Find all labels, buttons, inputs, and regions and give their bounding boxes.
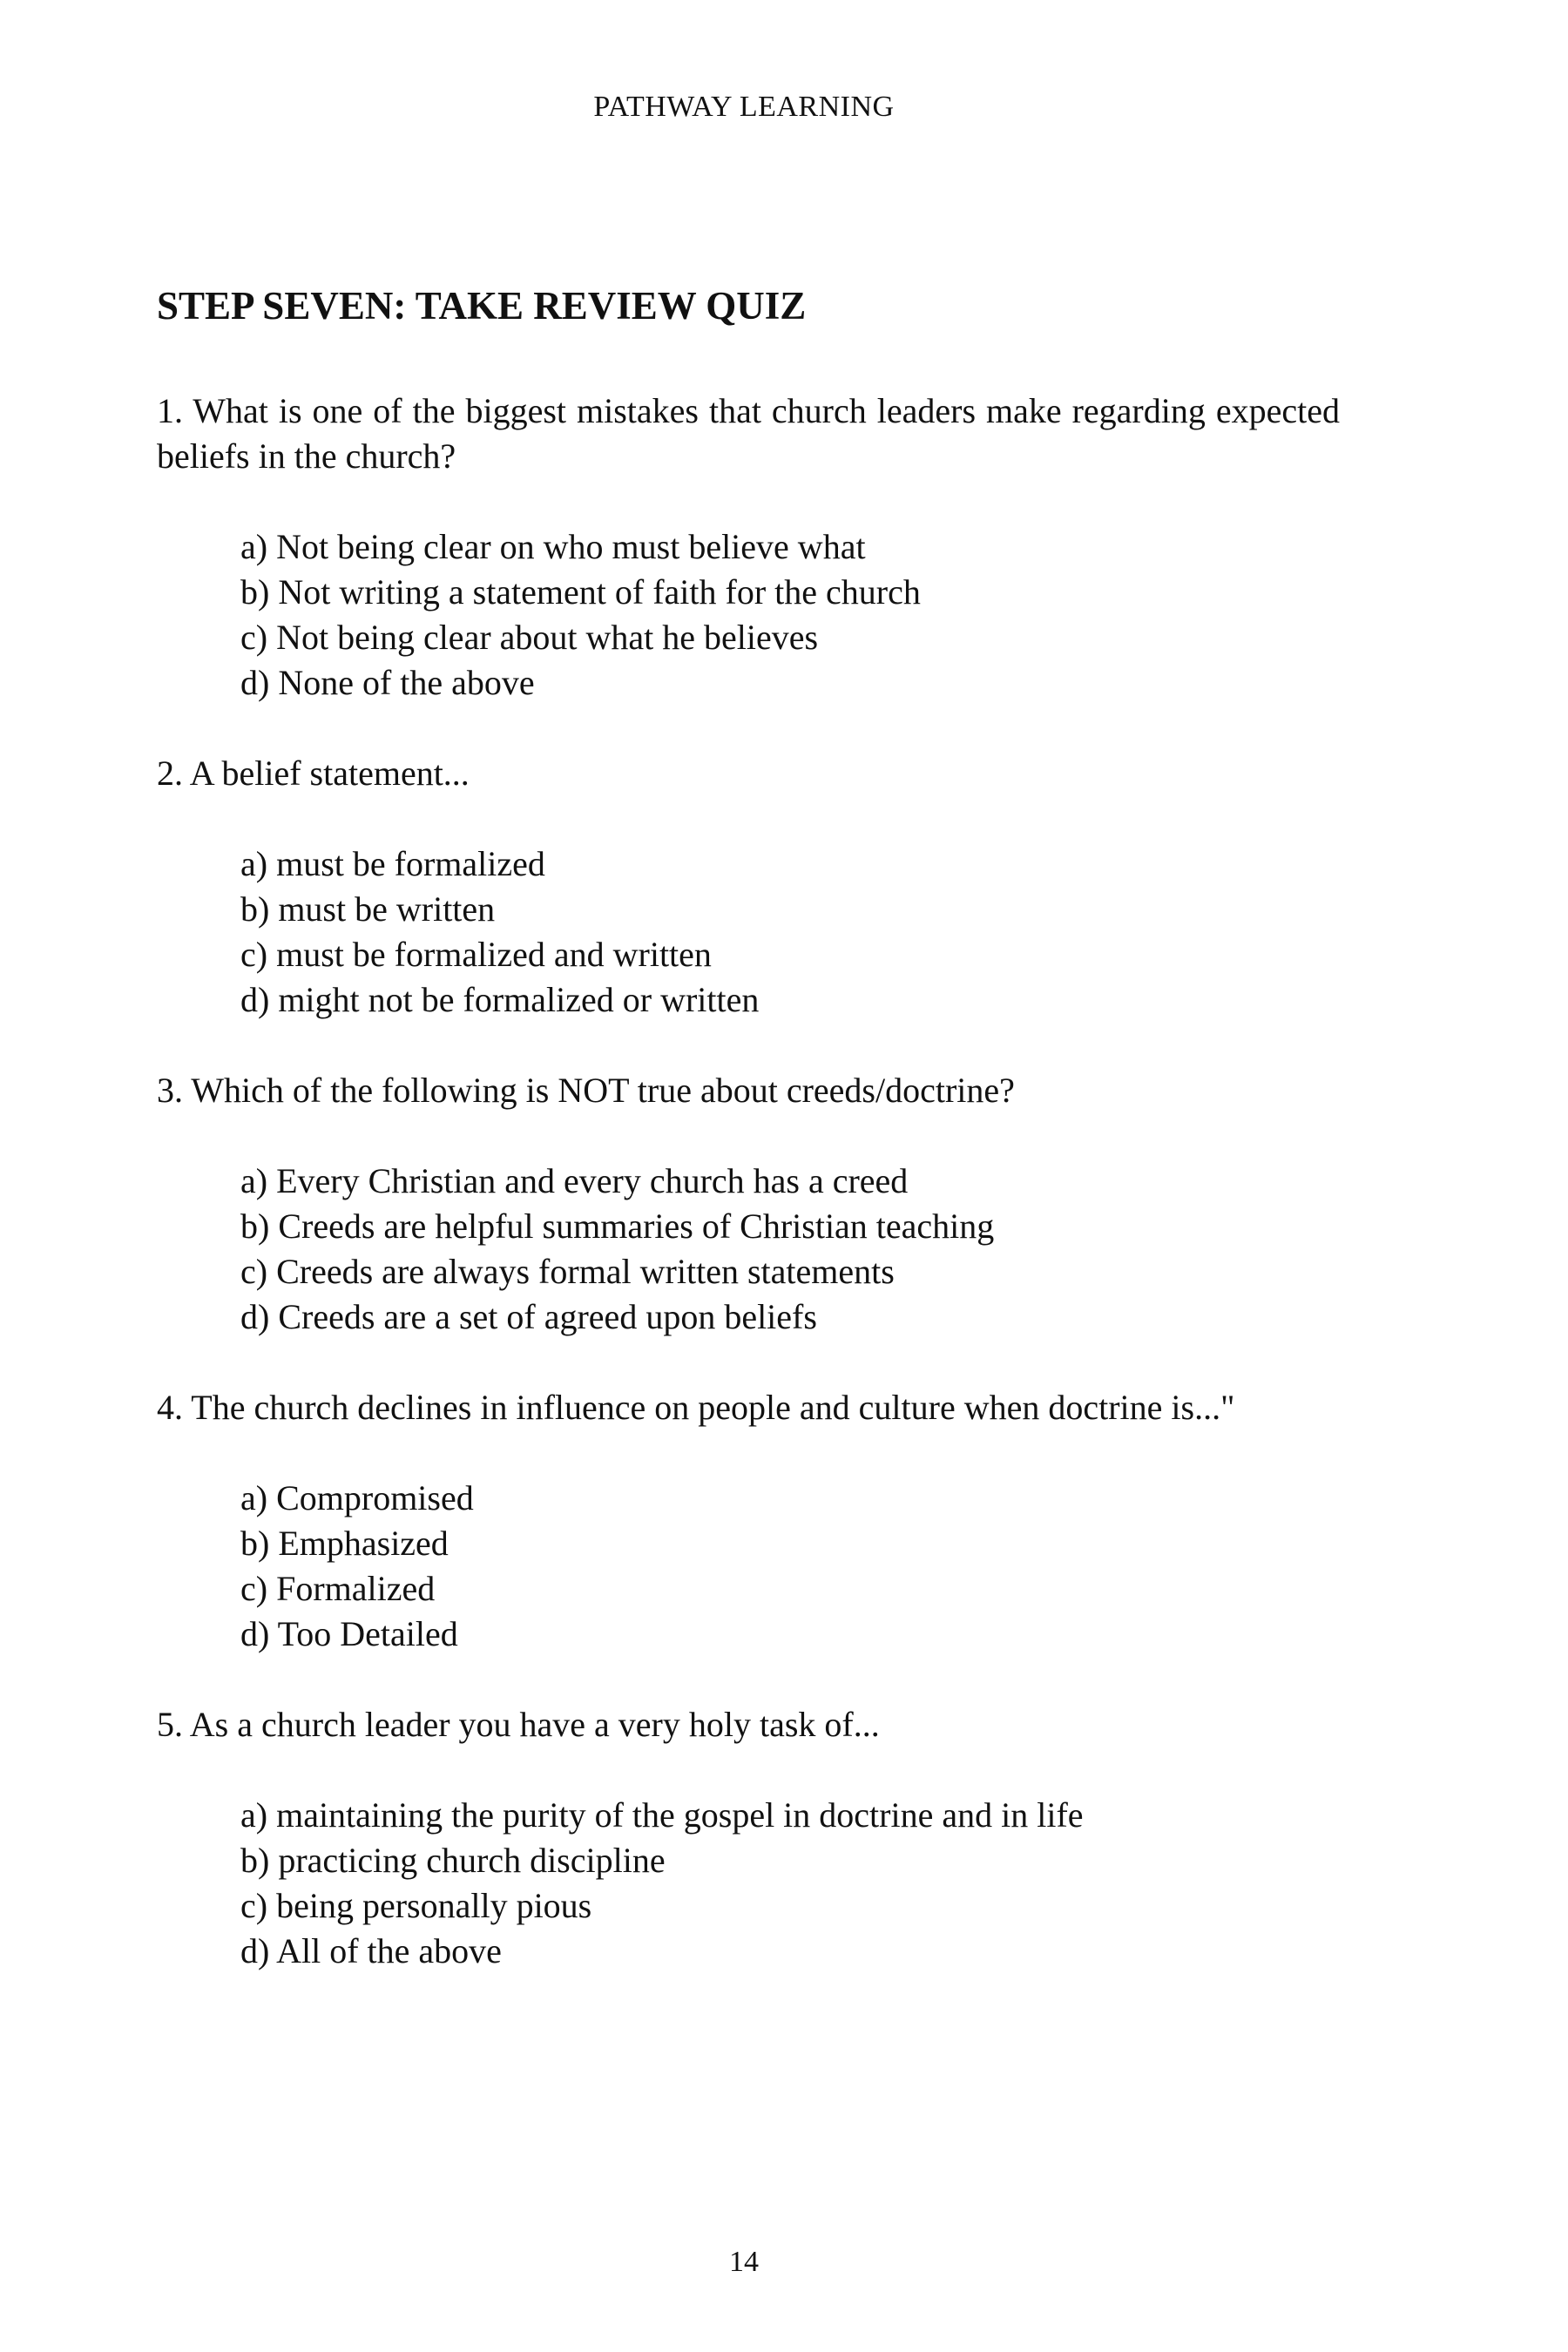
answer-option-d: d) Too Detailed [240, 1614, 458, 1653]
answer-option-c: c) Creeds are always formal written statements [240, 1252, 895, 1291]
answer-options [240, 1476, 1340, 1657]
answer-options [240, 524, 1340, 706]
answer-options [240, 841, 1340, 1023]
answer-option-a: a) Every Christian and every church has a creed [240, 1161, 909, 1200]
review-quiz [157, 389, 1340, 2019]
quiz-question-3 [157, 1068, 1340, 1340]
question-text: 3. Which of the following is NOT true about creeds/doctrine? [157, 1071, 1015, 1110]
answer-option-b: b) Creeds are helpful summaries of Christian teaching [240, 1206, 995, 1246]
page-number: 14 [729, 2246, 759, 2278]
answer-option-a: a) Not being clear on who must believe what [240, 527, 866, 566]
answer-option-c: c) being personally pious [240, 1886, 592, 1925]
answer-option-d: d) None of the above [240, 663, 535, 702]
answer-options [240, 1159, 1340, 1340]
answer-option-a: a) maintaining the purity of the gospel in doctrine and in life [240, 1795, 1084, 1835]
question-text: 1. What is one of the biggest mistakes that church leaders make regarding expected beliefs in the church? [157, 391, 1340, 476]
quiz-question-2 [157, 751, 1340, 1023]
answer-option-a: a) must be formalized [240, 844, 545, 883]
answer-option-a: a) Compromised [240, 1478, 474, 1517]
answer-option-c: c) must be formalized and written [240, 935, 712, 974]
answer-option-b: b) practicing church discipline [240, 1841, 666, 1880]
question-text: 2. A belief statement... [157, 754, 470, 793]
answer-option-b: b) must be written [240, 889, 496, 929]
question-text: 4. The church declines in influence on people and culture when doctrine is..." [157, 1388, 1235, 1427]
answer-options [240, 1793, 1340, 1974]
running-header: PATHWAY LEARNING [593, 91, 895, 123]
answer-option-d: d) Creeds are a set of agreed upon beliefs [240, 1297, 817, 1336]
quiz-question-5 [157, 1702, 1340, 1974]
answer-option-d: d) might not be formalized or written [240, 980, 760, 1019]
answer-option-c: c) Not being clear about what he believes [240, 618, 819, 657]
answer-option-d: d) All of the above [240, 1931, 502, 1970]
section-title: STEP SEVEN: TAKE REVIEW QUIZ [157, 284, 807, 328]
answer-option-c: c) Formalized [240, 1569, 436, 1608]
quiz-question-4 [157, 1385, 1340, 1657]
answer-option-b: b) Not writing a statement of faith for the church [240, 572, 921, 612]
answer-option-b: b) Emphasized [240, 1524, 449, 1563]
quiz-question-1 [157, 389, 1340, 706]
question-text: 5. As a church leader you have a very holy task of... [157, 1705, 880, 1744]
